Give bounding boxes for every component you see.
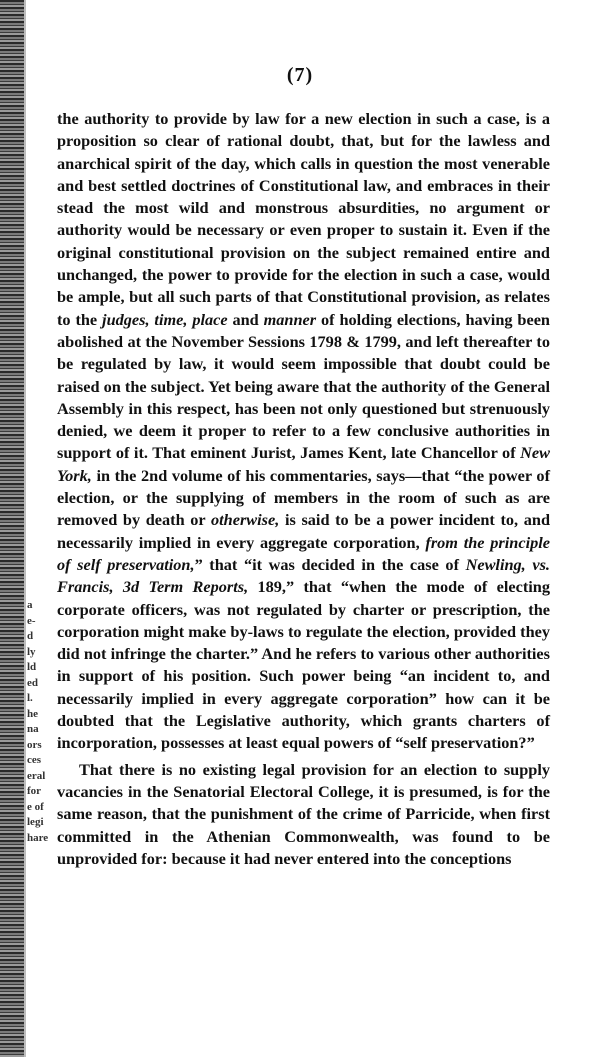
margin-fragment: ors [27, 738, 42, 751]
text-run: 189,” that “when the mode of electing corporate officers, was not regulated by charter or prescription, the corporation might make by-laws to regulate the election, provided they did not infringe the charter.” And he refers to various other authorities in support of his position. Such power being “an incident to, and necessarily implied in every aggregate corporation” how can it be doubted that the Legislative authority, which grants charters of incorporation, possesses at least equal powers of “self preservation?” [57, 577, 550, 753]
text-run: is said to be a power incident to, and necessarily implied in every aggregate corporation, [57, 510, 550, 552]
italic-run: New York, [57, 443, 550, 485]
margin-fragment: na [27, 723, 39, 735]
margin-fragment: eral [27, 769, 46, 782]
margin-fragment: e of [27, 800, 44, 813]
italic-run: judges, time, place [102, 309, 228, 329]
margin-fragment: ld [27, 661, 37, 673]
italic-run: manner [263, 309, 317, 329]
margin-fragment: he [27, 707, 38, 720]
italic-run: Newling, vs. Francis, 3d Term Reports, [57, 554, 550, 597]
margin-fragment: legi [27, 816, 44, 828]
text-run: the authority to provide by law for a new election in such a case, is a proposition so clear of rational doubt, that, but for the lawless and anarchical spirit of the day, which calls in question the most venerable and best settled doctrines of Constitutional law, and embraces in their stead the most wild and monstrous absurdities, no argument or authority would be necessary or even proper to sustain it. Even if the original constitutional provision on the subject remained entire and unchanged, the power to provide for the election in such a case, would be ample, but all such parts of that Constitutional provision, as relates to the [57, 109, 550, 329]
margin-bleed-through [27, 598, 53, 846]
page-number: (7) [286, 64, 314, 86]
margin-fragment: a [27, 599, 33, 611]
margin-fragment: d [27, 630, 34, 642]
book-binding-gutter [0, 0, 26, 1057]
margin-fragment: for [27, 785, 42, 797]
italic-run: from the principle of self preservation, [57, 532, 550, 574]
margin-fragment: ed [27, 676, 38, 689]
margin-fragment: hare [27, 831, 49, 844]
margin-fragment: l. [27, 692, 33, 704]
body-text [57, 108, 550, 870]
italic-run: otherwise, [211, 510, 280, 530]
text-run: of holding elections, having been abolished at the November Sessions 1798 & 1799, and left thereafter to be regulated by law, it would seem impossible that doubt could be raised on the subject. Yet being aware that the authority of the General Assembly in this respect, has been not only questioned but strenuously denied, we deem it proper to refer to a few conclusive authorities in support of it. That eminent Jurist, James Kent, late Chancellor of [57, 309, 550, 463]
paragraph-1 [57, 108, 550, 755]
margin-fragment: e- [27, 614, 36, 627]
text-run: ” that “it was decided in the case of [194, 554, 466, 574]
text-run: and [227, 309, 264, 329]
margin-fragment: ly [27, 645, 36, 658]
paragraph-2: That there is no existing legal provision for an election to supply vacancies in the Senatorial Electoral College, it is presumed, is for the same reason, that the punishment of the crime of Parricide, when first committed in the Athenian Commonwealth, was found to be unprovided for: because it had never entered into the conceptions [57, 759, 550, 868]
margin-fragment: ces [27, 754, 42, 766]
text-run: in the 2nd volume of his commentaries, says—that “the power of election, or the supplying of members in the room of such as are removed by death or [57, 465, 550, 530]
